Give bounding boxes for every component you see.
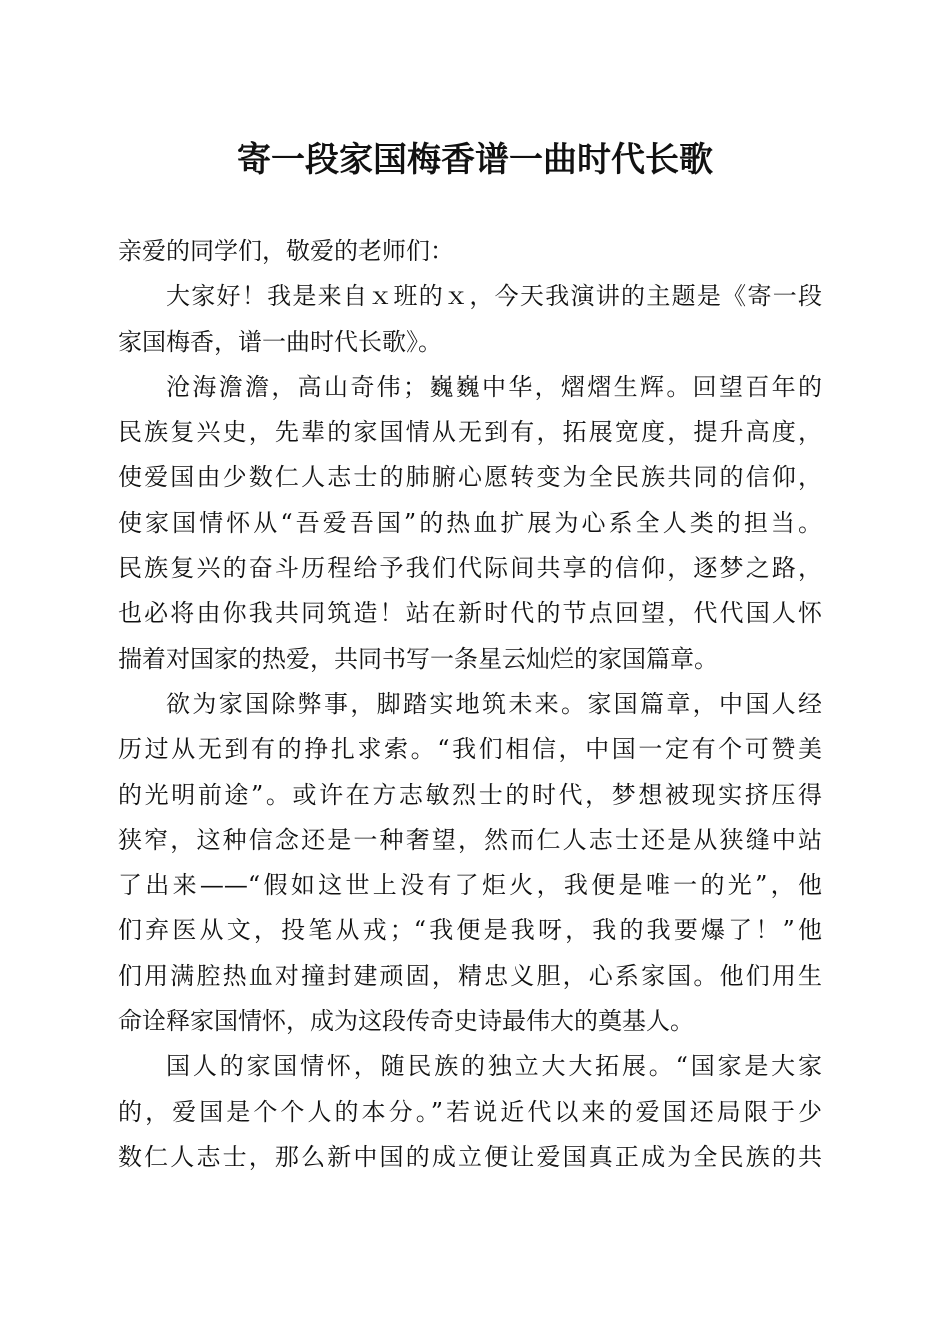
text-line: 命诠释家国情怀，成为这段传奇史诗最伟大的奠基人。	[118, 1007, 694, 1036]
text-line: 沧海澹澹，高山奇伟；巍巍中华，熠熠生辉。回望百年的	[166, 372, 822, 401]
text-line: 使爱国由少数仁人志士的肺腑心愿转变为全民族共同的信仰，	[118, 463, 822, 492]
text-line: 们用满腔热血对撞封建顽固，精忠义胆，心系家国。他们用生	[118, 961, 822, 990]
text-line: 的，爱国是个个人的本分。”若说近代以来的爱国还局限于少	[118, 1097, 822, 1126]
document-body	[118, 229, 822, 1180]
text-line: 狭窄，这种信念还是一种奢望，然而仁人志士还是从狭缝中站	[118, 825, 822, 854]
text-line: 国人的家国情怀，随民族的独立大大拓展。“国家是大家	[166, 1052, 822, 1081]
text-line: 欲为家国除弊事，脚踏实地筑未来。家国篇章，中国人经	[166, 689, 822, 718]
text-line: 的光明前途”。或许在方志敏烈士的时代，梦想被现实挤压得	[118, 780, 822, 809]
text-line: 们弃医从文，投笔从戎；“我便是我呀，我的我要爆了！”他	[118, 916, 822, 945]
text-line: 揣着对国家的热爱，共同书写一条星云灿烂的家国篇章。	[118, 644, 718, 673]
text-line: 亲爱的同学们，敬爱的老师们：	[118, 237, 454, 265]
text-line: 数仁人志士，那么新中国的成立便让爱国真正成为全民族的共	[118, 1142, 822, 1171]
text-line: 也必将由你我共同筑造！站在新时代的节点回望，代代国人怀	[118, 599, 822, 628]
text-line: 历过从无到有的挣扎求索。“我们相信，中国一定有个可赞美	[118, 735, 822, 764]
text-line: 民族复兴史，先辈的家国情从无到有，拓展宽度，提升高度，	[118, 418, 822, 447]
text-line: 使家国情怀从“吾爱吾国”的热血扩展为心系全人类的担当。	[118, 508, 822, 537]
text-line: 了出来——“假如这世上没有了炬火，我便是唯一的光”，他	[118, 871, 822, 900]
text-line: 民族复兴的奋斗历程给予我们代际间共享的信仰，逐梦之路，	[118, 554, 822, 583]
text-line: 家国梅香，谱一曲时代长歌》。	[118, 327, 442, 356]
text-line: 大家好！我是来自ｘ班的ｘ，今天我演讲的主题是《寄一段	[166, 282, 822, 311]
document-title: 寄一段家国梅香谱一曲时代长歌	[237, 140, 713, 180]
